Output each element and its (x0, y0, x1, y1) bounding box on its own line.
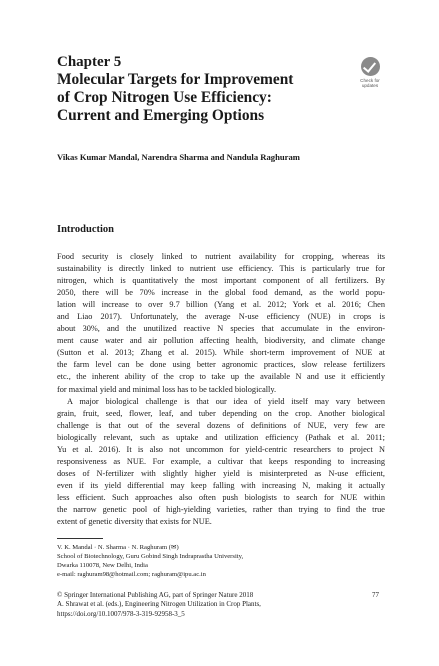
body-line: the narrow genetic pool of high-yielding varieties, rather than trying to find the true (57, 504, 385, 514)
body-line: (Sutton et al. 2013; Zhang et al. 2015). While short-term improvement of NUE at (57, 348, 385, 358)
body-line: extent of genetic diversity that exists for NUE. (57, 517, 212, 527)
body-line: biologically relevant, such as uptake and utilization efficiency (Pathak et al. 2011; (57, 432, 385, 442)
footnote-line: e-mail: raghuram98@hotmail.com; raghuram@ipu.ac.in (57, 571, 206, 578)
section-heading: Introduction (57, 224, 114, 235)
body-line: for maximal yield and minimal loss has to be tackled biologically. (57, 384, 277, 394)
footnote-line: V. K. Mandal · N. Sharma · N. Raghuram (✉) (57, 544, 179, 551)
body-line: even if its yield differential may keep falling with increasing N, making it actually (57, 480, 385, 490)
citation-line: A. Shrawat et al. (eds.), Engineering Nitrogen Utilization in Crop Plants, (57, 600, 261, 609)
chapter-title-line: Molecular Targets for Improvement (57, 71, 294, 88)
body-line: the farm level can be done using better agronomic practices, slow release fertilizers (57, 360, 385, 370)
footnote-line: Dwarka 110078, New Delhi, India (57, 562, 148, 569)
body-line: nitrogen, which is quantitatively the most important component of all fertilizers. By (57, 276, 385, 286)
body-line: 2050, there will be 70% increase in the global food demand, as the world popu- (57, 288, 385, 298)
badge-label-line: Check for (360, 78, 380, 83)
author-list: Vikas Kumar Mandal, Narendra Sharma and Nandula Raghuram (57, 152, 300, 162)
body-line: Yu et al. 2016). It is also not uncommon for yield-centric researchers to project N (57, 444, 385, 454)
body-line: Food security is closely linked to nutrient availability for cropping, whereas its (57, 252, 385, 261)
footnote-divider (57, 538, 103, 539)
chapter-title-line: Current and Emerging Options (57, 107, 265, 124)
body-line: challenge is that out of the several dozens of definitions of NUE, very few are (57, 420, 385, 430)
body-line: grain, fruit, seed, flower, leaf, and tuber depending on the crop. Another biological (57, 408, 385, 418)
body-line: sustainability is directly linked to nutrient use efficiency. This is particularly true for (57, 264, 385, 274)
check-mark-icon (361, 57, 380, 76)
page-number: 77 (372, 591, 379, 599)
check-for-updates-badge[interactable] (356, 57, 384, 93)
copyright-line: © Springer International Publishing AG, part of Springer Nature 2018 (57, 591, 254, 599)
doi-link[interactable]: https://doi.org/10.1007/978-3-319-92958-3_5 (57, 609, 185, 618)
body-line: and Liao 2017). Unfortunately, the average N-use efficiency (NUE) in crops is (57, 312, 385, 322)
chapter-title-line: of Crop Nitrogen Use Efficiency: (57, 89, 272, 106)
body-line: lation will increase to over 9.7 billion (Yang et al. 2012; York et al. 2016; Chen (57, 300, 385, 310)
chapter-number: Chapter 5 (57, 54, 122, 70)
footnote-line: School of Biotechnology, Guru Gobind Singh Indraprastha University, (57, 553, 244, 560)
badge-label-line: updates (361, 83, 379, 88)
body-line: etc., the inherent ability of the crop to take up the available N and use it efficiently (57, 372, 385, 382)
badge-label (356, 78, 384, 88)
body-line: ment cause water and air pollution affecting health, biodiversity, and climate change (57, 336, 385, 346)
body-line: about 30%, and the unutilized reactive N species that accumulate in the environ- (57, 324, 385, 334)
body-line: responsiveness as NUE. For example, a cultivar that keeps responding to increasing (57, 456, 385, 466)
body-line: doses of N-fertilizer with slightly higher yield is misinterpreted as N-use efficient, (57, 468, 385, 478)
body-line: A major biological challenge is that our idea of yield itself may vary between (67, 396, 385, 406)
author-affiliation-footnote (57, 543, 357, 579)
copyright-block (57, 591, 387, 619)
body-line: less efficient. Such approaches also often push biologists to search for NUE within (57, 492, 385, 502)
chapter-title (57, 71, 347, 125)
body-text (57, 251, 385, 528)
